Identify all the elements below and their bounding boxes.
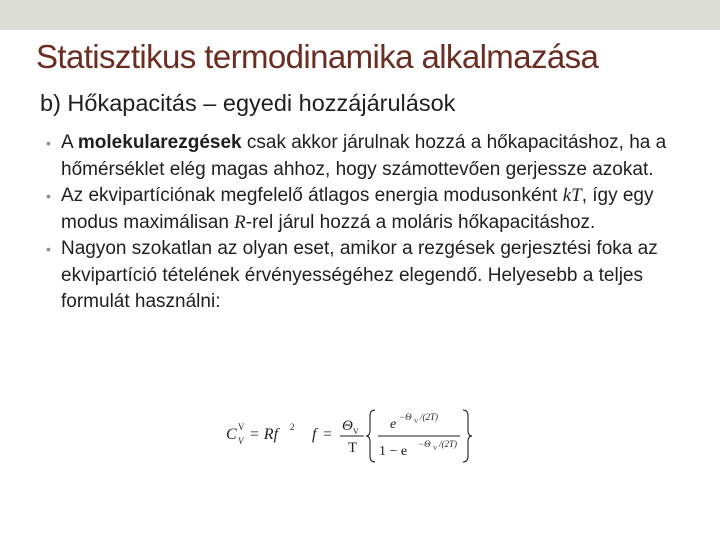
bullet-list	[46, 130, 706, 316]
formula-f: f	[312, 426, 317, 443]
bullet-dot-icon: •	[46, 135, 51, 151]
formula-num-exp-sub: V	[414, 419, 419, 425]
formula-theta-sub: V	[353, 427, 359, 436]
formula-C: C	[226, 426, 237, 443]
math-kT: kT	[562, 185, 582, 206]
formula-den-pre: 1 − e	[379, 444, 408, 459]
formula-num-exp-tail: /(2T)	[420, 412, 438, 422]
bold-term: molekularezgések	[77, 132, 242, 153]
formula-eq2: =	[323, 426, 333, 443]
formula-num-exp: −Θ	[399, 412, 412, 422]
formula-C-sub: V	[238, 436, 244, 446]
formula-exp2: 2	[290, 422, 295, 432]
formula-den-exp: −Θ	[418, 439, 431, 449]
formula-left-brace	[366, 410, 375, 462]
formula-den-exp-tail: /(2T)	[439, 439, 457, 449]
slide-subtitle: b) Hőkapacitás – egyedi hozzájárulások	[40, 90, 456, 116]
bullet-item: • A molekularezgések csak akkor járulnak hozzá a hőkapacitáshoz, ha a hőmérséklet elég magas ahhoz, hogy számottevően gerjessze azokat.	[46, 132, 667, 180]
formula-right-brace	[463, 410, 472, 462]
formula-C-sup: V	[238, 422, 245, 432]
top-decoration-band	[0, 0, 720, 30]
formula-num-e: e	[390, 417, 397, 432]
formula-T: T	[348, 440, 358, 456]
slide-title: Statisztikus termodinamika alkalmazása	[36, 38, 599, 75]
bullet-item: • Nagyon szokatlan az olyan eset, amikor a rezgések gerjesztési foka az ekvipartíció tételének érvényességéhez elegendő. Helyesebb a teljes formulát használni:	[46, 238, 658, 312]
math-R: R	[234, 211, 246, 233]
formula-rf: = Rf	[249, 426, 279, 443]
formula-theta: Θ	[342, 418, 353, 434]
bullet-item: • Az ekvipartíciónak megfelelő átlagos energia modusonként kT, így egy modus maximálisan R-rel járul hozzá a moláris hőkapacitáshoz.	[46, 185, 654, 233]
formula-den-exp-sub: V	[433, 446, 438, 452]
bullet-dot-icon: •	[46, 188, 51, 204]
bullet-dot-icon: •	[46, 241, 51, 257]
heat-capacity-formula	[222, 404, 492, 464]
